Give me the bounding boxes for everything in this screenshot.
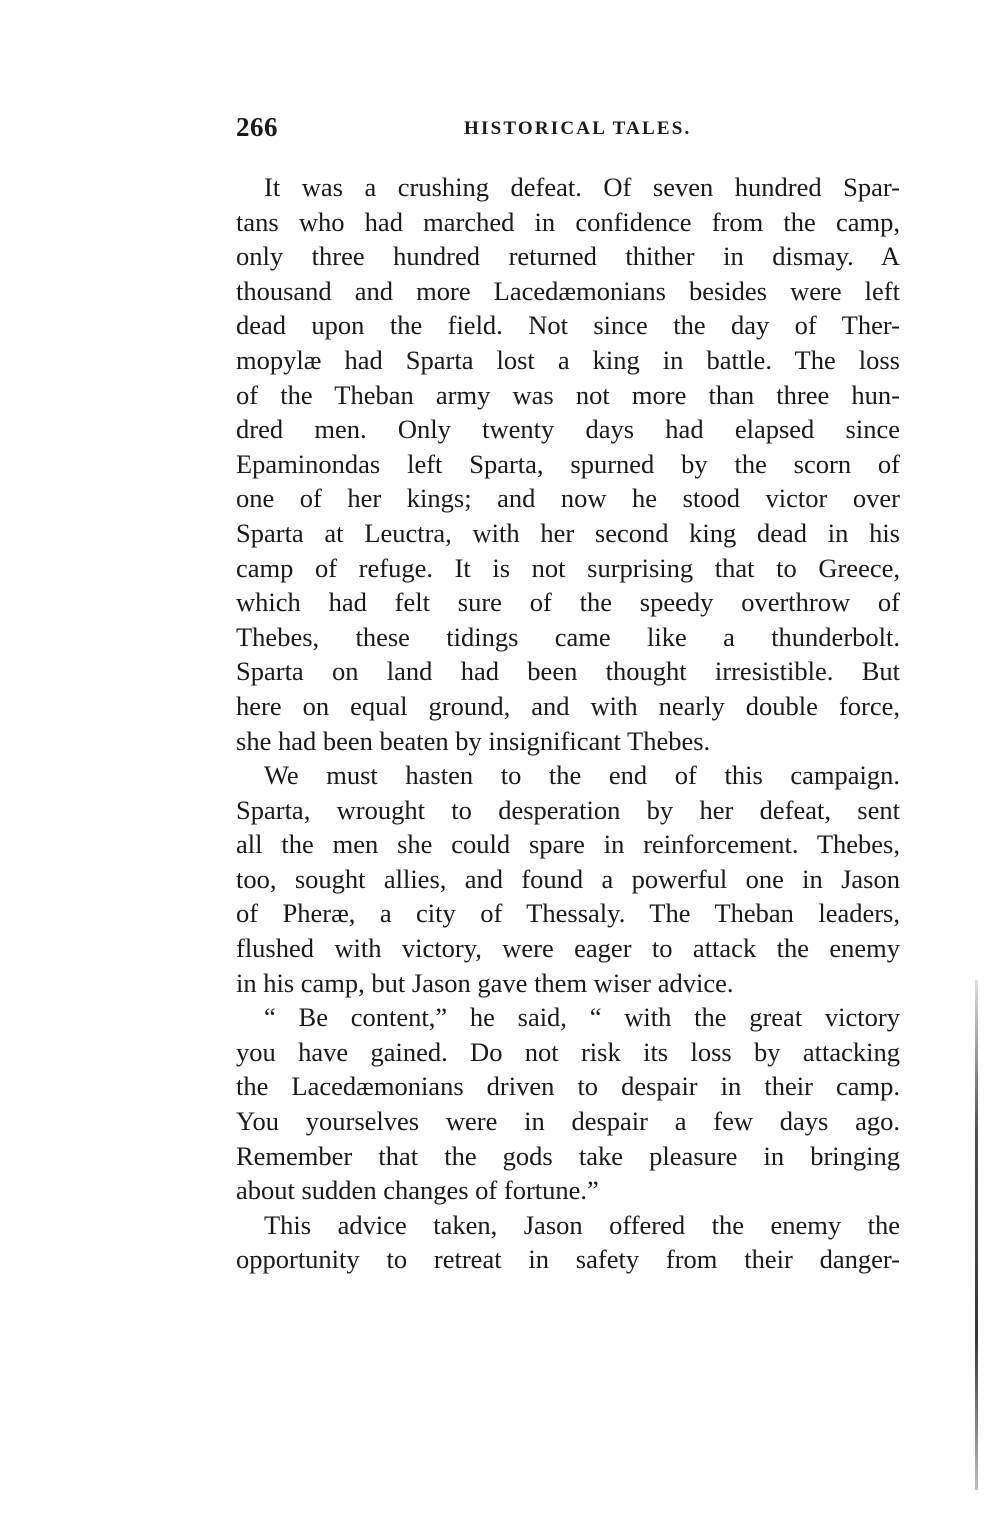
text-line: tans who had marched in confidence from the camp,: [236, 206, 900, 237]
running-title: HISTORICAL TALES.: [464, 118, 692, 139]
text-line: dred men. Only twenty days had elapsed since: [236, 414, 900, 445]
text-line: the Lacedæmonians driven to despair in their camp.: [236, 1071, 900, 1102]
text-line: which had felt sure of the speedy overthrow of: [236, 587, 900, 618]
text-line: in his camp, but Jason gave them wiser advice.: [236, 967, 734, 998]
text-line: of the Theban army was not more than three hun-: [236, 379, 900, 410]
text-line: Sparta at Leuctra, with her second king dead in his: [236, 517, 900, 548]
text-line: one of her kings; and now he stood victor over: [236, 483, 900, 514]
page-edge-shadow: [975, 980, 978, 1490]
text-line: This advice taken, Jason offered the enemy the: [264, 1209, 900, 1240]
text-line: Remember that the gods take pleasure in bringing: [236, 1140, 900, 1171]
text-line: dead upon the field. Not since the day of Ther-: [236, 310, 900, 341]
text-line: You yourselves were in despair a few days ago.: [236, 1106, 900, 1137]
text-line: you have gained. Do not risk its loss by attacking: [236, 1036, 900, 1067]
text-line: It was a crushing defeat. Of seven hundred Spar-: [264, 172, 900, 202]
text-line: all the men she could spare in reinforcement. Thebes,: [236, 829, 900, 860]
text-line: Thebes, these tidings came like a thunderbolt.: [236, 621, 900, 652]
text-line: Epaminondas left Sparta, spurned by the scorn of: [236, 448, 900, 479]
body-text: [236, 170, 900, 1277]
text-line: here on equal ground, and with nearly double force,: [236, 690, 900, 721]
text-line: mopylæ had Sparta lost a king in battle. The loss: [236, 344, 900, 375]
text-line: of Pheræ, a city of Thessaly. The Theban leaders,: [236, 898, 900, 929]
text-line: she had been beaten by insignificant Thebes.: [236, 725, 711, 756]
text-line: Sparta, wrought to desperation by her defeat, sent: [236, 794, 900, 825]
text-line: flushed with victory, were eager to attack the enemy: [236, 933, 900, 964]
running-head: [236, 112, 902, 152]
text-line: Sparta on land had been thought irresistible. But: [236, 656, 900, 687]
text-line: only three hundred returned thither in dismay. A: [236, 241, 900, 272]
text-line: too, sought allies, and found a powerful one in Jason: [236, 863, 900, 894]
text-line: thousand and more Lacedæmonians besides were left: [236, 275, 900, 306]
text-line: We must hasten to the end of this campaign.: [264, 760, 900, 791]
text-line: about sudden changes of fortune.”: [236, 1175, 599, 1206]
text-line: opportunity to retreat in safety from their danger-: [236, 1244, 900, 1275]
text-line: “ Be content,” he said, “ with the great victory: [264, 1002, 900, 1033]
page-number: 266: [236, 112, 278, 142]
text-line: camp of refuge. It is not surprising that to Greece,: [236, 552, 900, 583]
